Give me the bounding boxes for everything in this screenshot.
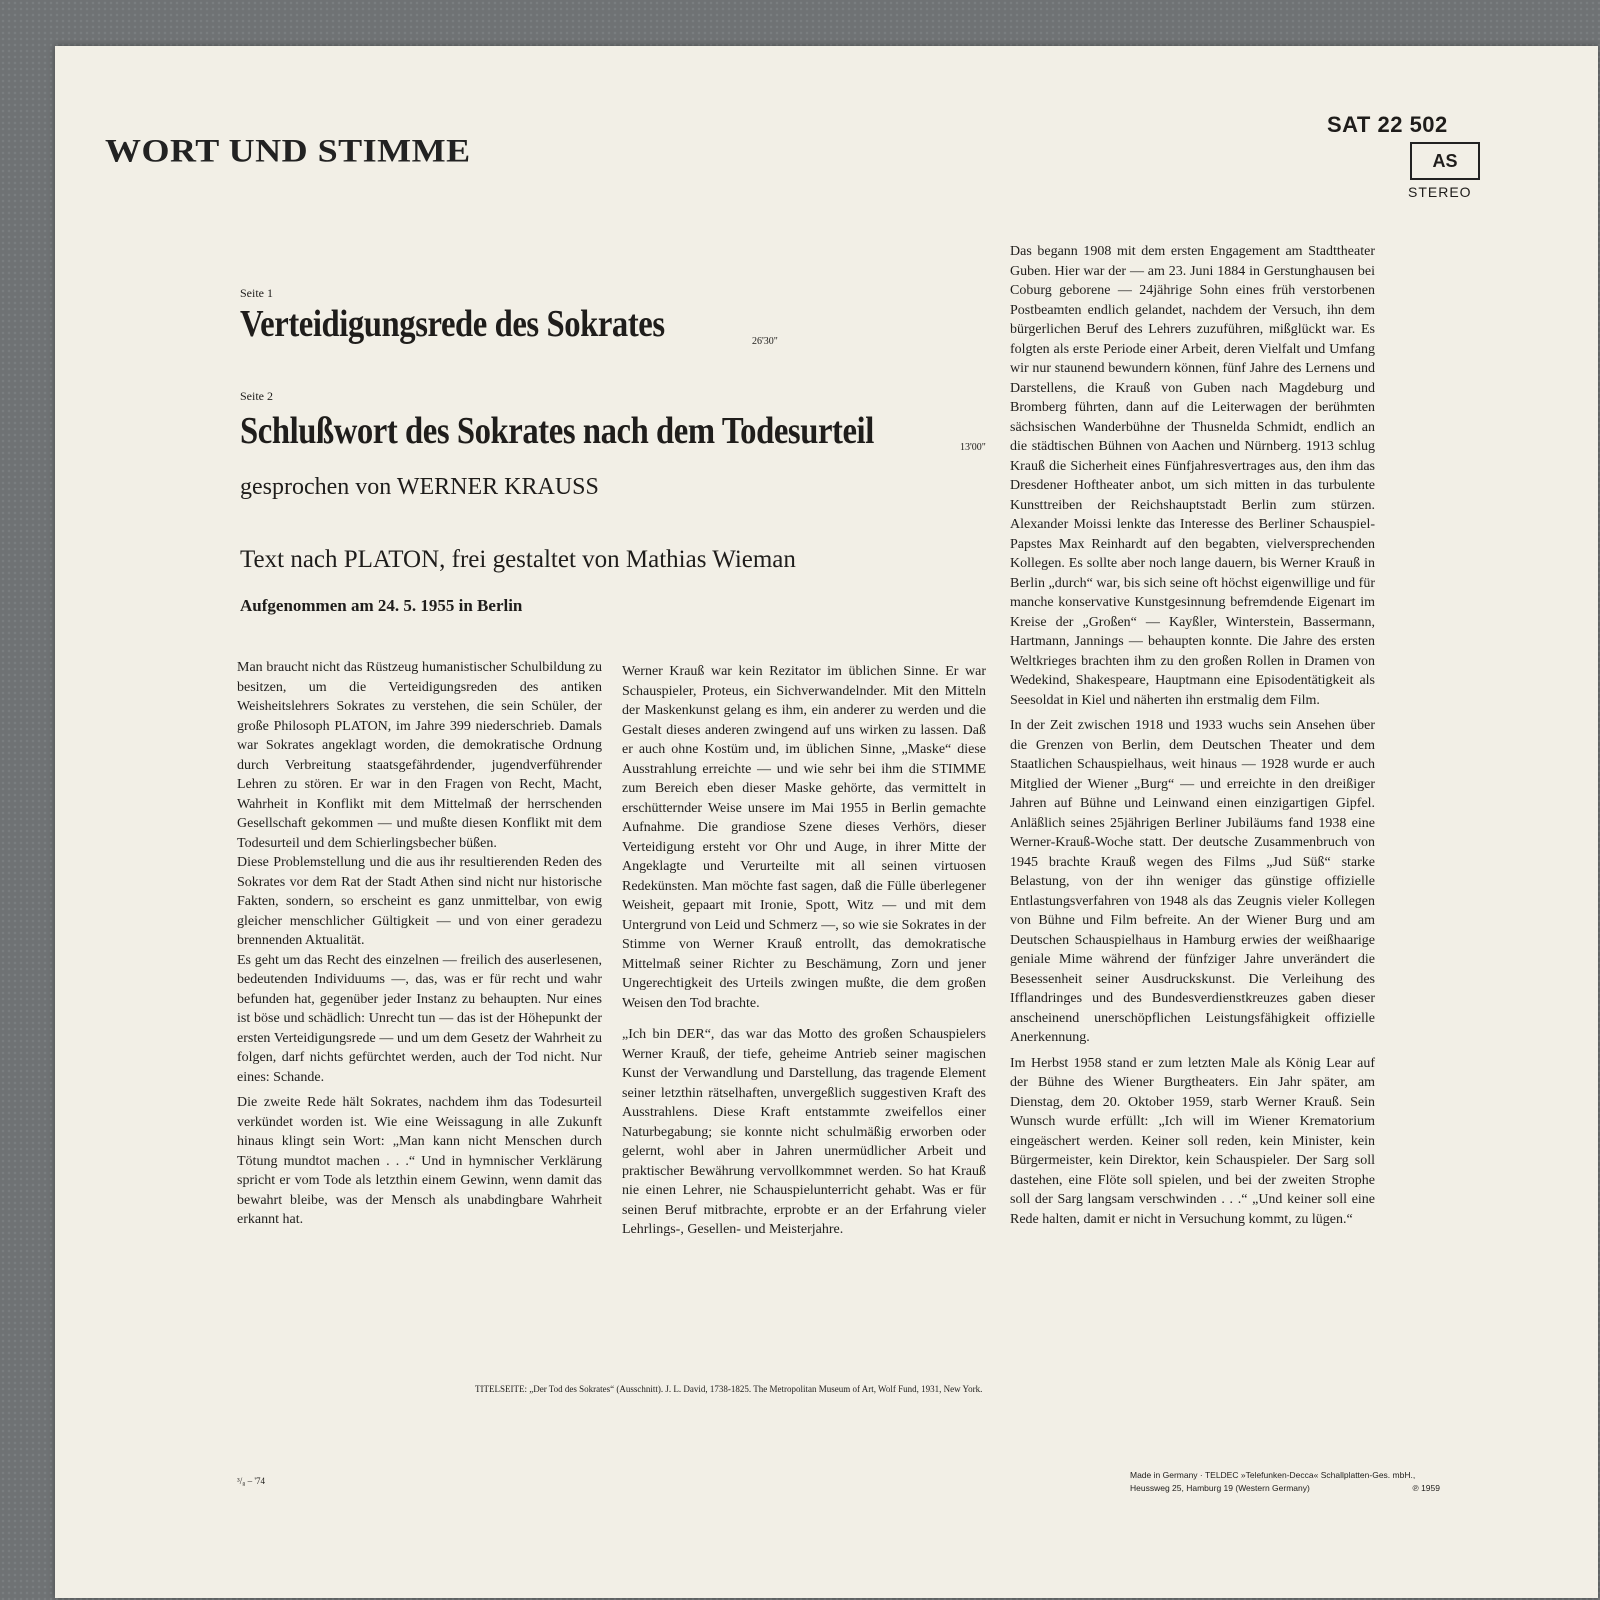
paragraph: Im Herbst 1958 stand er zum letzten Male als König Lear auf der Bühne des Wiener Burgtheaters. Ein Jahr später, am Dienstag, dem 20. Oktober 1959, starb Werner Krauß. Sein Wunsch wurde erfüllt: „Ich will im Wiener Krematorium eingeäschert werden. Keiner soll reden, kein Minister, kein Bürgermeister, kein Direktor, kein Schauspieler. Der Sarg soll dastehen, eine Flöte soll spielen, und bei der zweiten Strophe soll der Sarg langsam verschwinden . . .“ „Und keiner soll eine Rede halten, damit er nicht in Versuchung kommt, zu lügen.“ (1010, 1055, 1375, 1227)
side2-title: Schlußwort des Sokrates nach dem Todesurteil (240, 410, 874, 452)
text-column-1 (237, 658, 602, 1230)
publisher-imprint (1130, 1469, 1440, 1495)
record-sleeve-back (55, 46, 1598, 1598)
side2-label: Seite 2 (240, 389, 273, 403)
side1-title: Verteidigungsrede des Sokrates (240, 303, 665, 345)
as-badge: AS (1410, 142, 1480, 180)
cover-caption: TITELSEITE: „Der Tod des Sokrates“ (Ausschnitt). J. L. David, 1738-1825. The Metropolitan Museum of Art, Wolf Fund, 1931, New York. (475, 1384, 983, 1394)
paragraph: Die zweite Rede hält Sokrates, nachdem ihm das Todesurteil verkündet worden ist. Wie eine Weissagung in alle Zukunft hinaus klingt sein Wort: „Man kann nicht Menschen durch Tötung mundtot machen . . .“ Und in hymnischer Verklärung spricht er vom Tode als letzthin einem Gewinn, wenn damit das bewahrt bleibe, was der Mensch als unabdingbare Wahrheit erkannt hat. (237, 1095, 602, 1227)
imprint-line-2: Heussweg 25, Hamburg 19 (Western Germany) (1130, 1483, 1310, 1493)
label-logo: WORT UND STIMME (105, 132, 471, 169)
side1-duration: 26'30" (752, 336, 778, 347)
text-column-2 (622, 662, 986, 1240)
text-column-3 (1010, 242, 1375, 1229)
recorded-date: Aufgenommen am 24. 5. 1955 in Berlin (240, 596, 523, 615)
paragraph: Das begann 1908 mit dem ersten Engagement am Stadttheater Guben. Hier war der — am 23. Juni 1884 in Gerstunghausen bei Coburg geborene — 24jährige Sohn eines früh verstorbenen Postbeamten endlich gelandet, nachdem der Versuch, ihn dem bürgerlichen Beruf des Lehrers zuzuführen, mißglückt war. Es folgten als erste Periode einer Arbeit, deren Vielfalt und Umfang wir nur staunend bewundern können, fünf Jahre des Lernens und Darstellens, die Krauß von Guben nach Magdeburg und Bromberg führten, dann auf die Leiterwagen der berühmten sächsischen Wanderbühne der Thusnelda Schmidt, endlich an die städtischen Bühnen von Aachen und Nürnberg. 1913 schlug Krauß die Sicherheit eines Fünfjahresvertrages aus, den ihm das Dresdener Hoftheater anbot, um sich mitten in das turbulente Kunsttreiben der Reichshauptstadt Berlin zum stürzen. Alexander Moissi lenkte das Interesse des Berliner Schauspiel-Papstes Max Reinhardt auf den begabten, vielversprechenden Kollegen. Es sollte aber noch lange dauern, bis Werner Krauß in Berlin „durch“ war, bis sich seine oft höchst eigenwillige und für manche konservative Kunstgesinnung befremdende Eigenart im Kreise der „Großen“ — Kayßler, Winterstein, Bassermann, Hartmann, Jannings — behaupten konnte. Die Jahre des ersten Weltkrieges brachten ihm zu den großen Rollen in Dramen von Wedekind, Shakespeare, Hauptmann eine Episodentätigkeit als Seesoldat in Kiel und näherten ihn erstmalig dem Film. (1010, 244, 1375, 708)
spoken-by: gesprochen von WERNER KRAUSS (240, 474, 599, 500)
imprint-line-1: Made in Germany · TELDEC »Telefunken-Decca« Schallplatten-Ges. mbH., (1130, 1470, 1416, 1480)
stereo-label: STEREO (1408, 184, 1472, 200)
text-credit: Text nach PLATON, frei gestaltet von Mathias Wieman (240, 546, 796, 573)
side1-label: Seite 1 (240, 286, 273, 300)
paragraph: Es geht um das Recht des einzelnen — freilich des auserlesenen, bedeutenden Individuums —, das, was er für recht und wahr befunden hat, gegenüber jeder Instanz zu behaupten. Nur eines ist böse und schädlich: Unrecht tun — das ist der Höhepunkt der ersten Verteidigungsrede — und um dem Gesetz der Wahrheit zu folgen, darf nichts gefürchtet werden, auch der Tod nicht. Nur eines: Schande. (237, 952, 602, 1085)
catalog-number: SAT 22 502 (1327, 112, 1448, 137)
paragraph: Werner Krauß war kein Rezitator im üblichen Sinne. Er war Schauspieler, Proteus, ein Sichverwandelnder. Mit den Mitteln der Maskenkunst gelang es ihm, ein anderer zu werden und die Gestalt dieses anderen zwingend auf uns wirken zu lassen. Daß er auch ohne Kostüm und, im üblichen Sinne, „Maske“ diese Ausstrahlung erreichte — und wie sehr bei ihm die STIMME zum Bereich eben dieser Maske gehörte, das vermittelt in erschütternder Weise unsere im Mai 1955 in Berlin gemachte Aufnahme. Die grandiose Szene dieses Verhörs, dieser Verteidigung ersteht vor Ohr und Auge, in ihrer Mitte der Angeklagte und Verurteilte mit all seinen virtuosen Redekünsten. Man möchte fast sagen, daß die Fülle überlegener Weisheit, gepaart mit Ironie, Spott, Witz — und mit dem Untergrund von Leid und Schmerz —, so wie sie Sokrates in der Stimme von Werner Krauß entrollt, das demokratische Mittelmaß seiner Richter zu Beschämung, Zorn und jener Ungerechtigkeit des Urteils zwingen mußte, die dem großen Weisen den Tod brachte. (622, 664, 986, 1011)
paragraph: In der Zeit zwischen 1918 und 1933 wuchs sein Ansehen über die Grenzen von Berlin, dem Deutschen Theater und dem Staatlichen Schauspielhaus, weit hinaus — 1928 wurde er auch Mitglied der Wiener „Burg“ — und erreichte in den dreißiger Jahren auf Bühne und Leinwand einen einzigartigen Gipfel. Anläßlich seines 25jährigen Berliner Jubiläums fand 1938 eine Werner-Krauß-Woche statt. Der deutsche Zusammenbruch von 1945 brachte Krauß wegen des Films „Jud Süß“ starke Belastung, von der ihn weniger das günstige offizielle Entlastungsverfahren von 1948 als das Zeugnis vieler Kollegen von Bühne und Film befreite. An der Wiener Burg und am Deutschen Schauspielhaus in Hamburg erwies der weißhaarige geniale Mime während der fünfziger Jahre unverändert die Besessenheit seiner Ausdruckskunst. Die Verleihung des Ifflandringes und des Bundesverdienstkreuzes gaben dieser anscheinend unerschöpflichen Leistungsfähigkeit offizielle Anerkennung. (1010, 718, 1375, 1045)
paragraph: Diese Problemstellung und die aus ihr resultierenden Reden des Sokrates vor dem Rat der Stadt Athen sind nicht nur historische Fakten, sondern, so erscheint es ganz unmittelbar, von ewig gleicher menschlicher Gültigkeit — und von einer geradezu brennenden Aktualität. (237, 855, 602, 948)
paragraph: Man braucht nicht das Rüstzeug humanistischer Schulbildung zu besitzen, um die Verteidigungsreden des antiken Weisheitslehrers Sokrates zu verstehen, die sein Schüler, der große Philosoph PLATON, im Jahre 399 niederschrieb. Damals war Sokrates angeklagt worden, die demokratische Ordnung durch Verbreitung staatsgefährdender, jugendverführender Lehren zu stören. Er war in den Fragen von Recht, Macht, Wahrheit in Konflikt mit dem Mittelmaß der herrschenden Gesellschaft gekommen — und mußte diesen Konflikt mit dem Todesurteil und dem Schierlingsbecher büßen. (237, 660, 602, 851)
side2-duration: 13'00" (960, 442, 986, 453)
paragraph: „Ich bin DER“, das war das Motto des großen Schauspielers Werner Krauß, der tiefe, geheime Antrieb seiner magischen Kunst der Verwandlung und Darstellung, das tragende Element seiner letzthin rätselhaften, unvergeßlich suggestiven Kraft des Ausstrahlens. Diese Kraft entstammte zweifellos einer Naturbegabung; sie konnte nicht schulmäßig erworben oder gelernt, wohl aber in Jahren unermüdlicher Arbeit und praktischer Bewährung vervollkommnet werden. So hat Krauß nie einen Lehrer, nie Schauspielunterricht gehabt. Was er für seinen Beruf mitbrachte, erprobte er an der Erfahrung vieler Lehrlings-, Gesellen- und Meisterjahre. (622, 1027, 986, 1237)
copyright-year: ℗ 1959 (1412, 1483, 1440, 1493)
print-date-code: ³/₈ – '74 (237, 1476, 265, 1486)
